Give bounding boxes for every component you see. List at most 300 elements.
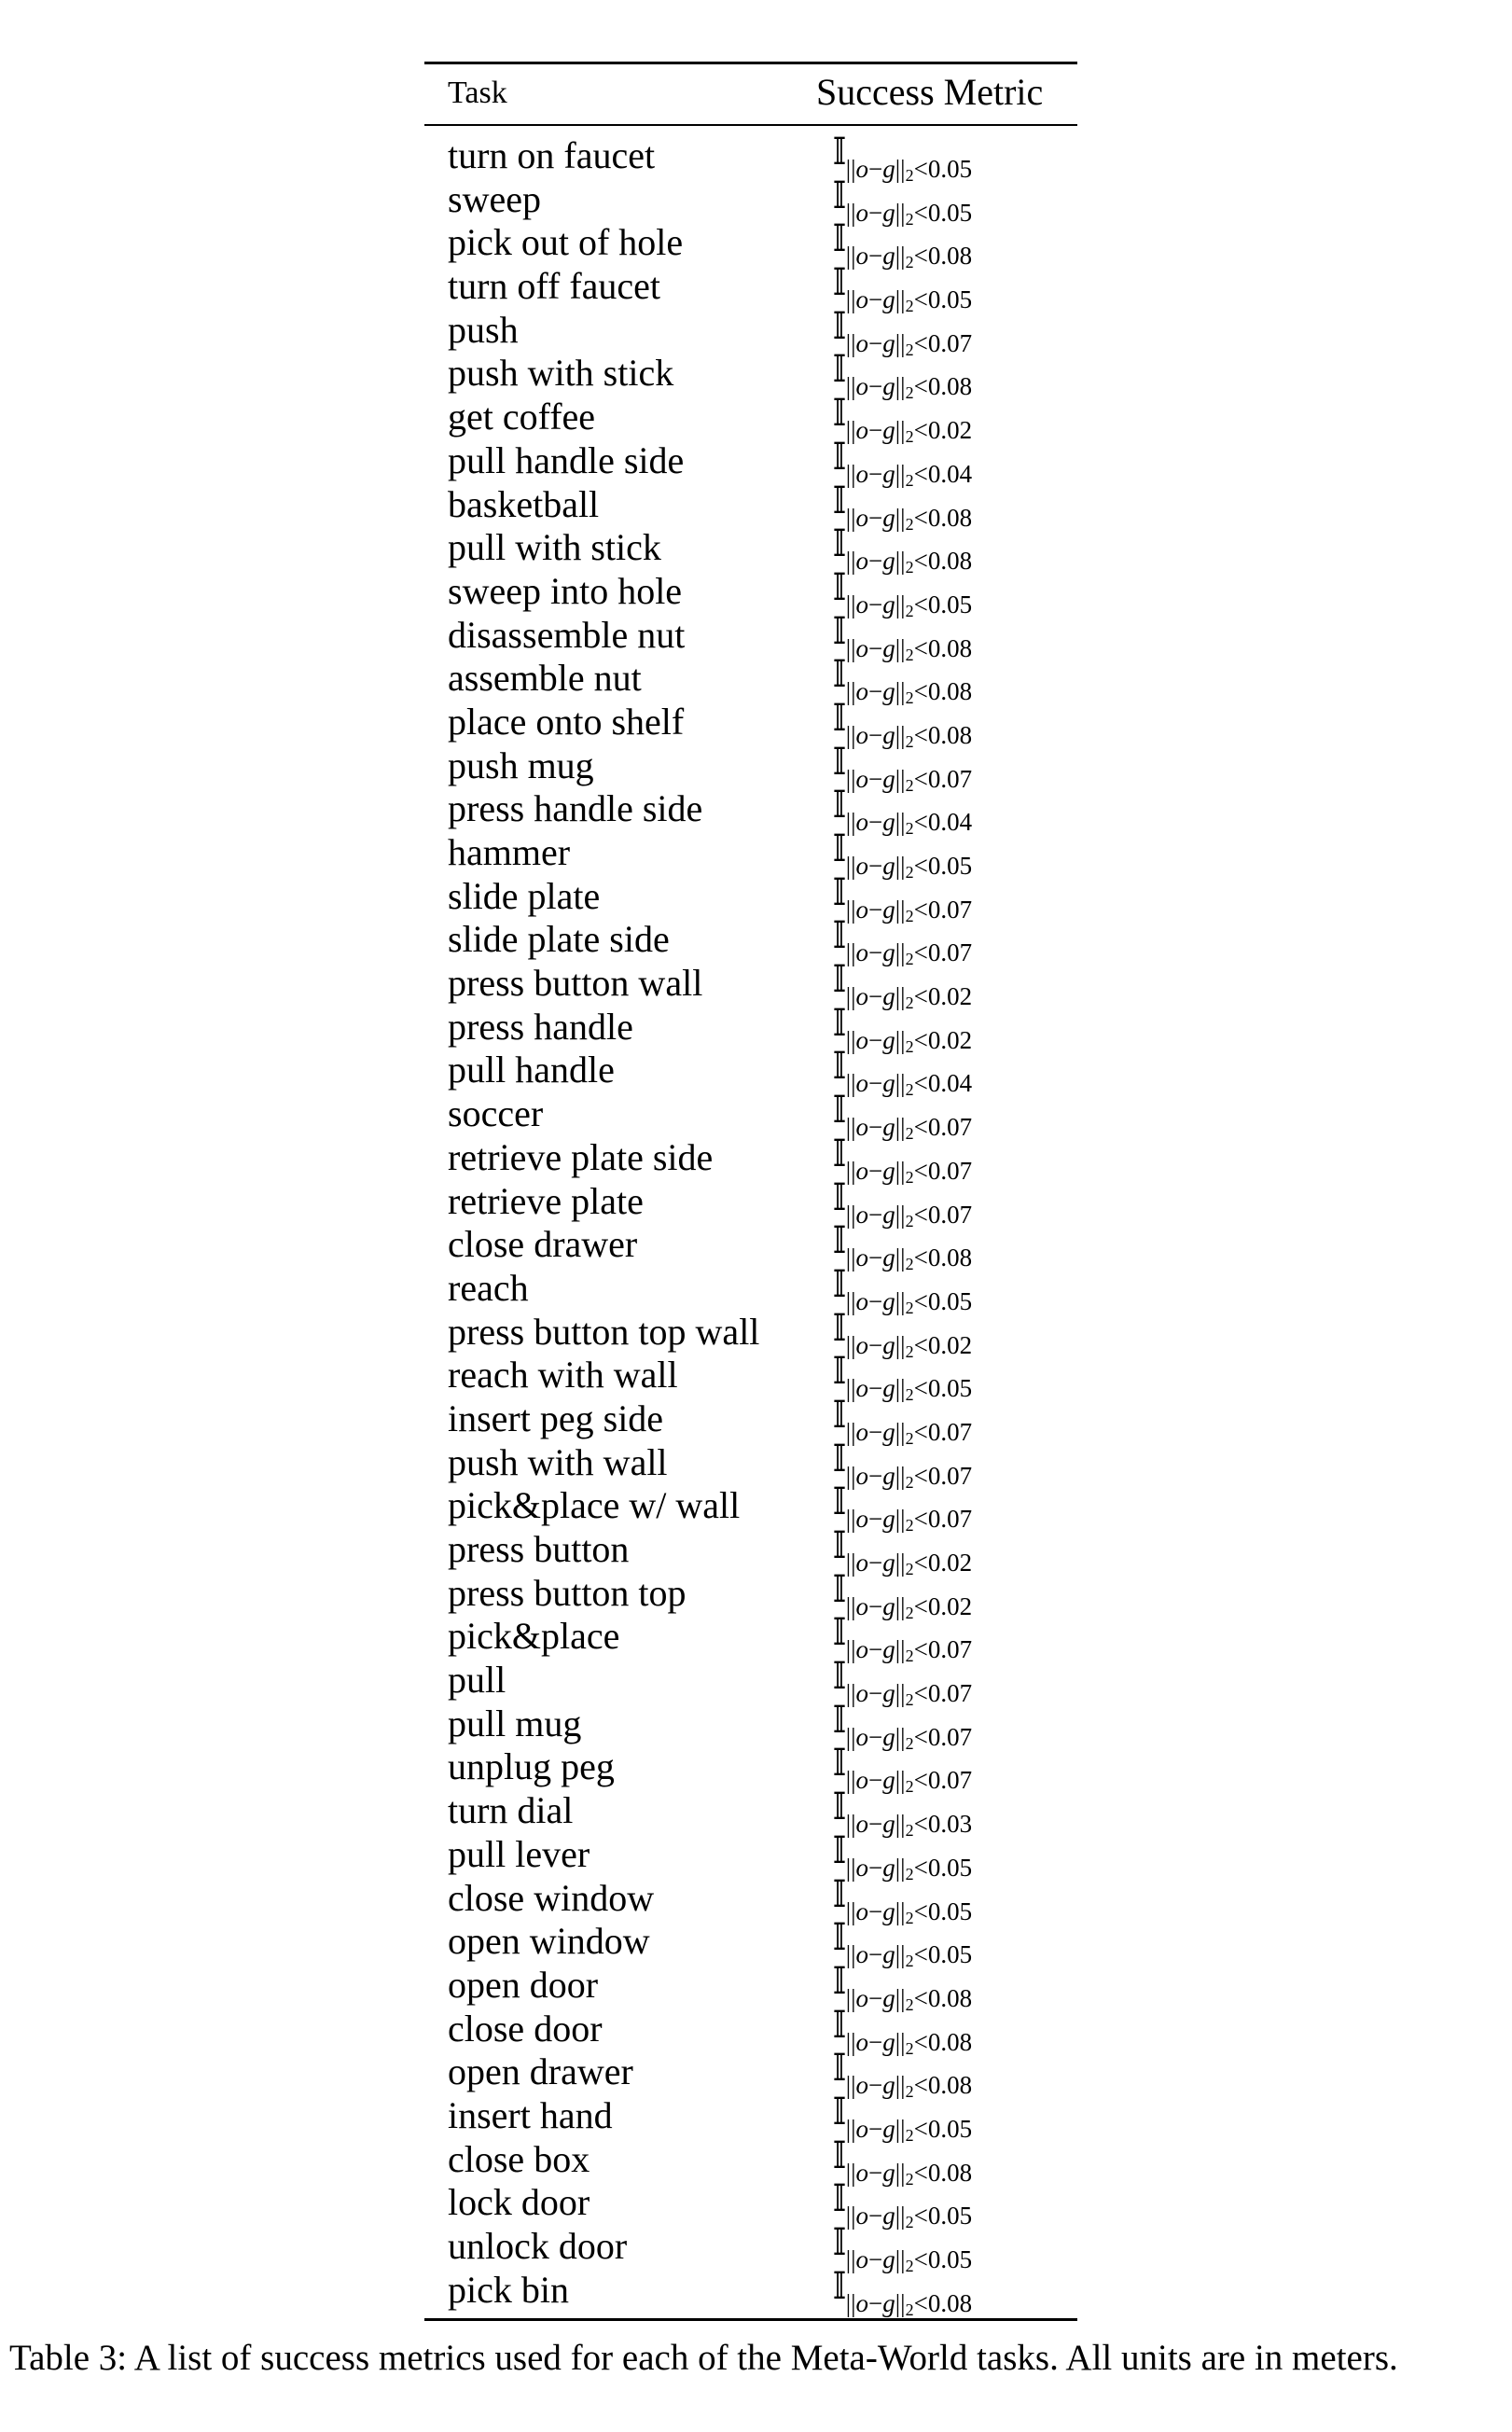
table-row [424, 1437, 1077, 1492]
task-name: push mug [448, 743, 594, 786]
metric-threshold: 0.07 [927, 1766, 973, 1795]
table-row [424, 609, 1077, 664]
indicator-symbol: 𝕀 [833, 958, 845, 1002]
success-metric [833, 1611, 973, 1666]
indicator-symbol: 𝕀 [833, 696, 845, 740]
success-metric [833, 870, 973, 925]
task-name: retrieve plate [448, 1179, 644, 1222]
indicator-symbol: 𝕀 [833, 304, 845, 348]
metric-threshold: 0.07 [927, 938, 973, 967]
table-row [424, 2133, 1077, 2189]
table-row [424, 131, 1077, 185]
table-row [424, 174, 1077, 229]
success-metric [833, 1175, 973, 1230]
metric-threshold: 0.02 [927, 416, 973, 445]
task-name: get coffee [448, 396, 596, 438]
indicator-symbol: 𝕀 [833, 1393, 845, 1437]
table-row [424, 2221, 1077, 2275]
indicator-symbol: 𝕀 [833, 1786, 845, 1829]
metric-threshold: 0.05 [927, 2245, 973, 2273]
metric-threshold: 0.05 [927, 852, 973, 880]
success-metric [833, 2177, 973, 2232]
indicator-symbol: 𝕀 [833, 1306, 845, 1350]
table-row [424, 1306, 1077, 1361]
task-name: press handle [448, 1005, 633, 1048]
success-metric [833, 1872, 973, 1927]
metric-condition: ||o−g||2<0.07 [845, 1200, 973, 1230]
metric-condition: ||o−g||2<0.05 [845, 198, 973, 229]
task-name: reach with wall [448, 1354, 678, 1397]
indicator-symbol: 𝕀 [833, 914, 845, 958]
indicator-symbol: 𝕀 [833, 435, 845, 479]
success-metric [833, 1786, 973, 1841]
table-row [424, 2177, 1077, 2232]
metric-threshold: 0.02 [927, 982, 973, 1011]
task-name: open door [448, 1963, 599, 2006]
metric-condition: ||o−g||2<0.07 [845, 1505, 973, 1536]
success-metric [833, 1350, 973, 1405]
metric-condition: ||o−g||2<0.03 [845, 1810, 973, 1841]
metric-condition: ||o−g||2<0.05 [845, 1374, 973, 1405]
table-row [424, 1828, 1077, 1883]
success-metric [833, 1959, 973, 2014]
metric-condition: ||o−g||2<0.07 [845, 1766, 973, 1797]
indicator-symbol: 𝕀 [833, 217, 845, 261]
task-name: insert peg side [448, 1397, 664, 1439]
table-row [424, 304, 1077, 359]
indicator-symbol: 𝕀 [833, 1567, 845, 1611]
table-row [424, 696, 1077, 751]
metric-condition: ||o−g||2<0.05 [845, 2202, 973, 2232]
metric-condition: ||o−g||2<0.08 [845, 633, 973, 664]
success-metric [833, 1742, 973, 1797]
indicator-symbol: 𝕀 [833, 2047, 845, 2091]
indicator-symbol: 𝕀 [833, 1916, 845, 1960]
metric-condition: ||o−g||2<0.08 [845, 2071, 973, 2102]
metric-threshold: 0.07 [927, 1417, 973, 1446]
table-row [424, 1567, 1077, 1622]
metric-threshold: 0.05 [927, 590, 973, 618]
table-row [424, 1350, 1077, 1405]
table-row [424, 2264, 1077, 2319]
indicator-symbol: 𝕀 [833, 479, 845, 522]
metric-threshold: 0.07 [927, 1679, 973, 1708]
indicator-symbol: 𝕀 [833, 1350, 845, 1394]
metric-condition: ||o−g||2<0.02 [845, 1025, 973, 1056]
metric-condition: ||o−g||2<0.07 [845, 764, 973, 795]
table-bottom-rule [424, 2318, 1077, 2321]
table-row [424, 435, 1077, 490]
success-metric [833, 304, 973, 359]
header-success-metric: Success Metric [816, 71, 1044, 113]
indicator-symbol: 𝕀 [833, 1959, 845, 2003]
metric-condition: ||o−g||2<0.05 [845, 155, 973, 185]
table-row [424, 1262, 1077, 1317]
success-metric [833, 1262, 973, 1317]
metric-threshold: 0.05 [927, 2202, 973, 2230]
task-name: pull handle side [448, 438, 685, 481]
table-row [424, 1959, 1077, 2014]
indicator-symbol: 𝕀 [833, 1698, 845, 1742]
table-row [424, 784, 1077, 839]
success-metric [833, 1437, 973, 1492]
metric-condition: ||o−g||2<0.05 [845, 2245, 973, 2275]
metric-threshold: 0.02 [927, 1025, 973, 1054]
task-name: unlock door [448, 2225, 628, 2267]
indicator-symbol: 𝕀 [833, 1045, 845, 1089]
metric-condition: ||o−g||2<0.08 [845, 1244, 973, 1274]
task-name: press handle side [448, 787, 703, 830]
metric-condition: ||o−g||2<0.08 [845, 720, 973, 751]
indicator-symbol: 𝕀 [833, 2090, 845, 2133]
metric-condition: ||o−g||2<0.05 [845, 1286, 973, 1317]
table-row [424, 870, 1077, 925]
table-row [424, 1872, 1077, 1927]
table-row [424, 1524, 1077, 1578]
indicator-symbol: 𝕀 [833, 1089, 845, 1133]
success-metric [833, 2047, 973, 2102]
metric-threshold: 0.02 [927, 1591, 973, 1620]
success-metric-table [424, 62, 1077, 2321]
success-metric [833, 522, 973, 577]
success-metric [833, 1567, 973, 1622]
metric-threshold: 0.02 [927, 1549, 973, 1577]
metric-threshold: 0.07 [927, 1505, 973, 1534]
success-metric [833, 2133, 973, 2189]
metric-threshold: 0.05 [927, 155, 973, 183]
metric-condition: ||o−g||2<0.02 [845, 982, 973, 1013]
table-row [424, 261, 1077, 316]
success-metric [833, 479, 973, 534]
task-name: close door [448, 2007, 603, 2050]
metric-condition: ||o−g||2<0.05 [845, 1940, 973, 1971]
indicator-symbol: 𝕀 [833, 609, 845, 653]
indicator-symbol: 𝕀 [833, 174, 845, 217]
table-row [424, 1611, 1077, 1666]
success-metric [833, 1306, 973, 1361]
task-name: pick&place w/ wall [448, 1484, 741, 1527]
metric-condition: ||o−g||2<0.07 [845, 895, 973, 925]
success-metric [833, 261, 973, 316]
table-row [424, 479, 1077, 534]
table-row [424, 914, 1077, 969]
success-metric [833, 2264, 973, 2319]
metric-condition: ||o−g||2<0.07 [845, 328, 973, 359]
metric-condition: ||o−g||2<0.07 [845, 1722, 973, 1753]
indicator-symbol: 𝕀 [833, 1655, 845, 1699]
success-metric [833, 827, 973, 882]
success-metric [833, 217, 973, 272]
metric-threshold: 0.08 [927, 633, 973, 662]
success-metric [833, 1698, 973, 1753]
table-header [424, 64, 1077, 124]
indicator-symbol: 𝕀 [833, 1437, 845, 1480]
metric-threshold: 0.04 [927, 1069, 973, 1098]
metric-threshold: 0.07 [927, 1722, 973, 1751]
success-metric [833, 174, 973, 229]
metric-condition: ||o−g||2<0.04 [845, 459, 973, 490]
success-metric [833, 1916, 973, 1971]
task-name: press button wall [448, 962, 703, 1005]
metric-condition: ||o−g||2<0.05 [845, 2114, 973, 2145]
success-metric [833, 392, 973, 447]
metric-threshold: 0.07 [927, 1200, 973, 1229]
metric-condition: ||o−g||2<0.08 [845, 1983, 973, 2014]
metric-condition: ||o−g||2<0.08 [845, 2288, 973, 2319]
success-metric [833, 1089, 973, 1144]
table-row [424, 740, 1077, 795]
success-metric [833, 348, 973, 403]
task-name: push with wall [448, 1440, 668, 1483]
metric-threshold: 0.08 [927, 503, 973, 532]
metric-threshold: 0.08 [927, 547, 973, 576]
table-row [424, 1786, 1077, 1841]
indicator-symbol: 𝕀 [833, 870, 845, 914]
indicator-symbol: 𝕀 [833, 261, 845, 305]
success-metric [833, 2090, 973, 2145]
metric-threshold: 0.08 [927, 2071, 973, 2100]
success-metric [833, 1001, 973, 1056]
table-row [424, 348, 1077, 403]
metric-threshold: 0.07 [927, 895, 973, 924]
metric-threshold: 0.03 [927, 1810, 973, 1839]
success-metric [833, 2221, 973, 2275]
table-row [424, 1655, 1077, 1710]
metric-threshold: 0.07 [927, 1635, 973, 1664]
metric-threshold: 0.05 [927, 285, 973, 314]
table-caption: Table 3: A list of success metrics used for each of the Meta-World tasks. All units are in meters. [9, 2338, 1398, 2378]
table-row [424, 653, 1077, 708]
indicator-symbol: 𝕀 [833, 348, 845, 392]
task-name: turn dial [448, 1789, 574, 1832]
task-name: press button [448, 1528, 630, 1570]
metric-threshold: 0.04 [927, 808, 973, 837]
task-name: unplug peg [448, 1745, 615, 1788]
table-row [424, 522, 1077, 577]
indicator-symbol: 𝕀 [833, 392, 845, 436]
success-metric [833, 435, 973, 490]
indicator-symbol: 𝕀 [833, 2133, 845, 2177]
indicator-symbol: 𝕀 [833, 1872, 845, 1916]
success-metric [833, 958, 973, 1013]
task-name: insert hand [448, 2093, 613, 2136]
metric-threshold: 0.08 [927, 2027, 973, 2056]
table-row [424, 827, 1077, 882]
success-metric [833, 1524, 973, 1578]
task-name: place onto shelf [448, 700, 685, 743]
task-name: slide plate [448, 874, 601, 917]
table-row [424, 1916, 1077, 1971]
metric-threshold: 0.05 [927, 1897, 973, 1925]
metric-threshold: 0.05 [927, 2114, 973, 2143]
metric-threshold: 0.07 [927, 328, 973, 357]
indicator-symbol: 𝕀 [833, 1175, 845, 1219]
table-row [424, 392, 1077, 447]
success-metric [833, 565, 973, 620]
task-name: pull [448, 1659, 506, 1702]
success-metric [833, 1480, 973, 1536]
success-metric [833, 914, 973, 969]
metric-condition: ||o−g||2<0.07 [845, 938, 973, 969]
metric-condition: ||o−g||2<0.08 [845, 677, 973, 708]
metric-threshold: 0.08 [927, 1244, 973, 1272]
metric-threshold: 0.08 [927, 677, 973, 706]
metric-threshold: 0.08 [927, 2158, 973, 2187]
metric-threshold: 0.05 [927, 1374, 973, 1403]
indicator-symbol: 𝕀 [833, 827, 845, 870]
metric-condition: ||o−g||2<0.05 [845, 590, 973, 620]
metric-condition: ||o−g||2<0.07 [845, 1417, 973, 1448]
success-metric [833, 2003, 973, 2058]
success-metric [833, 1655, 973, 1710]
metric-condition: ||o−g||2<0.02 [845, 1330, 973, 1361]
metric-condition: ||o−g||2<0.08 [845, 242, 973, 272]
indicator-symbol: 𝕀 [833, 1132, 845, 1175]
indicator-symbol: 𝕀 [833, 653, 845, 697]
table-row [424, 1001, 1077, 1056]
metric-threshold: 0.07 [927, 764, 973, 793]
table-row [424, 1045, 1077, 1100]
metric-condition: ||o−g||2<0.04 [845, 1069, 973, 1100]
task-name: push with stick [448, 352, 674, 395]
metric-threshold: 0.07 [927, 1113, 973, 1142]
indicator-symbol: 𝕀 [833, 2264, 845, 2308]
table-body [424, 126, 1077, 2318]
table-row [424, 1742, 1077, 1797]
metric-threshold: 0.04 [927, 459, 973, 488]
success-metric [833, 1828, 973, 1883]
task-name: sweep [448, 177, 541, 220]
metric-condition: ||o−g||2<0.07 [845, 1679, 973, 1710]
metric-condition: ||o−g||2<0.08 [845, 503, 973, 534]
task-name: reach [448, 1266, 529, 1309]
task-name: close drawer [448, 1223, 638, 1266]
table-row [424, 1175, 1077, 1230]
table-row [424, 2090, 1077, 2145]
indicator-symbol: 𝕀 [833, 1611, 845, 1655]
task-name: pick bin [448, 2268, 569, 2311]
metric-threshold: 0.08 [927, 242, 973, 271]
task-name: assemble nut [448, 657, 642, 700]
indicator-symbol: 𝕀 [833, 2003, 845, 2047]
task-name: pull lever [448, 1832, 590, 1875]
indicator-symbol: 𝕀 [833, 1828, 845, 1872]
metric-threshold: 0.07 [927, 1461, 973, 1490]
metric-threshold: 0.05 [927, 198, 973, 227]
task-name: turn off faucet [448, 265, 661, 308]
metric-condition: ||o−g||2<0.07 [845, 1113, 973, 1144]
indicator-symbol: 𝕀 [833, 1219, 845, 1263]
metric-condition: ||o−g||2<0.02 [845, 1549, 973, 1578]
table-row [424, 1219, 1077, 1274]
task-name: push [448, 308, 519, 351]
task-name: hammer [448, 831, 571, 873]
task-name: close window [448, 1876, 655, 1919]
table-row [424, 1393, 1077, 1448]
table-row [424, 1480, 1077, 1536]
table-row [424, 2003, 1077, 2058]
success-metric [833, 653, 973, 708]
task-name: open drawer [448, 2050, 633, 2093]
indicator-symbol: 𝕀 [833, 740, 845, 784]
table-row [424, 565, 1077, 620]
metric-condition: ||o−g||2<0.02 [845, 416, 973, 447]
success-metric [833, 696, 973, 751]
metric-condition: ||o−g||2<0.02 [845, 1591, 973, 1622]
metric-threshold: 0.08 [927, 2288, 973, 2317]
header-task: Task [448, 76, 507, 110]
success-metric [833, 1393, 973, 1448]
metric-threshold: 0.08 [927, 720, 973, 749]
metric-threshold: 0.02 [927, 1330, 973, 1359]
task-name: pick&place [448, 1615, 620, 1658]
success-metric [833, 131, 973, 185]
task-name: pull handle [448, 1049, 615, 1091]
indicator-symbol: 𝕀 [833, 1742, 845, 1786]
table-row [424, 1132, 1077, 1187]
indicator-symbol: 𝕀 [833, 565, 845, 609]
success-metric [833, 740, 973, 795]
task-name: lock door [448, 2181, 590, 2224]
indicator-symbol: 𝕀 [833, 1524, 845, 1567]
task-name: press button top [448, 1571, 687, 1614]
task-name: basketball [448, 482, 600, 525]
indicator-symbol: 𝕀 [833, 2221, 845, 2264]
metric-condition: ||o−g||2<0.05 [845, 285, 973, 316]
task-name: close box [448, 2137, 590, 2180]
table-row [424, 1089, 1077, 1144]
success-metric [833, 1045, 973, 1100]
metric-threshold: 0.05 [927, 1853, 973, 1882]
task-name: turn on faucet [448, 134, 656, 176]
metric-threshold: 0.07 [927, 1156, 973, 1185]
metric-condition: ||o−g||2<0.08 [845, 2158, 973, 2189]
indicator-symbol: 𝕀 [833, 522, 845, 566]
indicator-symbol: 𝕀 [833, 1001, 845, 1045]
metric-condition: ||o−g||2<0.07 [845, 1461, 973, 1492]
metric-threshold: 0.08 [927, 1983, 973, 2012]
metric-threshold: 0.05 [927, 1940, 973, 1969]
table-row [424, 2047, 1077, 2102]
task-name: pull mug [448, 1702, 582, 1744]
metric-threshold: 0.05 [927, 1286, 973, 1315]
indicator-symbol: 𝕀 [833, 784, 845, 827]
success-metric [833, 609, 973, 664]
task-name: soccer [448, 1092, 544, 1135]
metric-condition: ||o−g||2<0.05 [845, 852, 973, 882]
metric-condition: ||o−g||2<0.07 [845, 1635, 973, 1666]
metric-condition: ||o−g||2<0.04 [845, 808, 973, 839]
metric-condition: ||o−g||2<0.08 [845, 372, 973, 403]
metric-condition: ||o−g||2<0.05 [845, 1897, 973, 1927]
metric-condition: ||o−g||2<0.08 [845, 2027, 973, 2058]
task-name: slide plate side [448, 918, 670, 961]
task-name: press button top wall [448, 1310, 760, 1353]
table-row [424, 217, 1077, 272]
success-metric [833, 1219, 973, 1274]
metric-threshold: 0.08 [927, 372, 973, 401]
task-name: open window [448, 1920, 650, 1963]
indicator-symbol: 𝕀 [833, 1480, 845, 1524]
indicator-symbol: 𝕀 [833, 131, 845, 174]
task-name: sweep into hole [448, 569, 683, 612]
task-name: pick out of hole [448, 221, 684, 264]
success-metric [833, 1132, 973, 1187]
metric-condition: ||o−g||2<0.05 [845, 1853, 973, 1883]
task-name: retrieve plate side [448, 1135, 714, 1178]
table-row [424, 1698, 1077, 1753]
task-name: pull with stick [448, 526, 661, 569]
